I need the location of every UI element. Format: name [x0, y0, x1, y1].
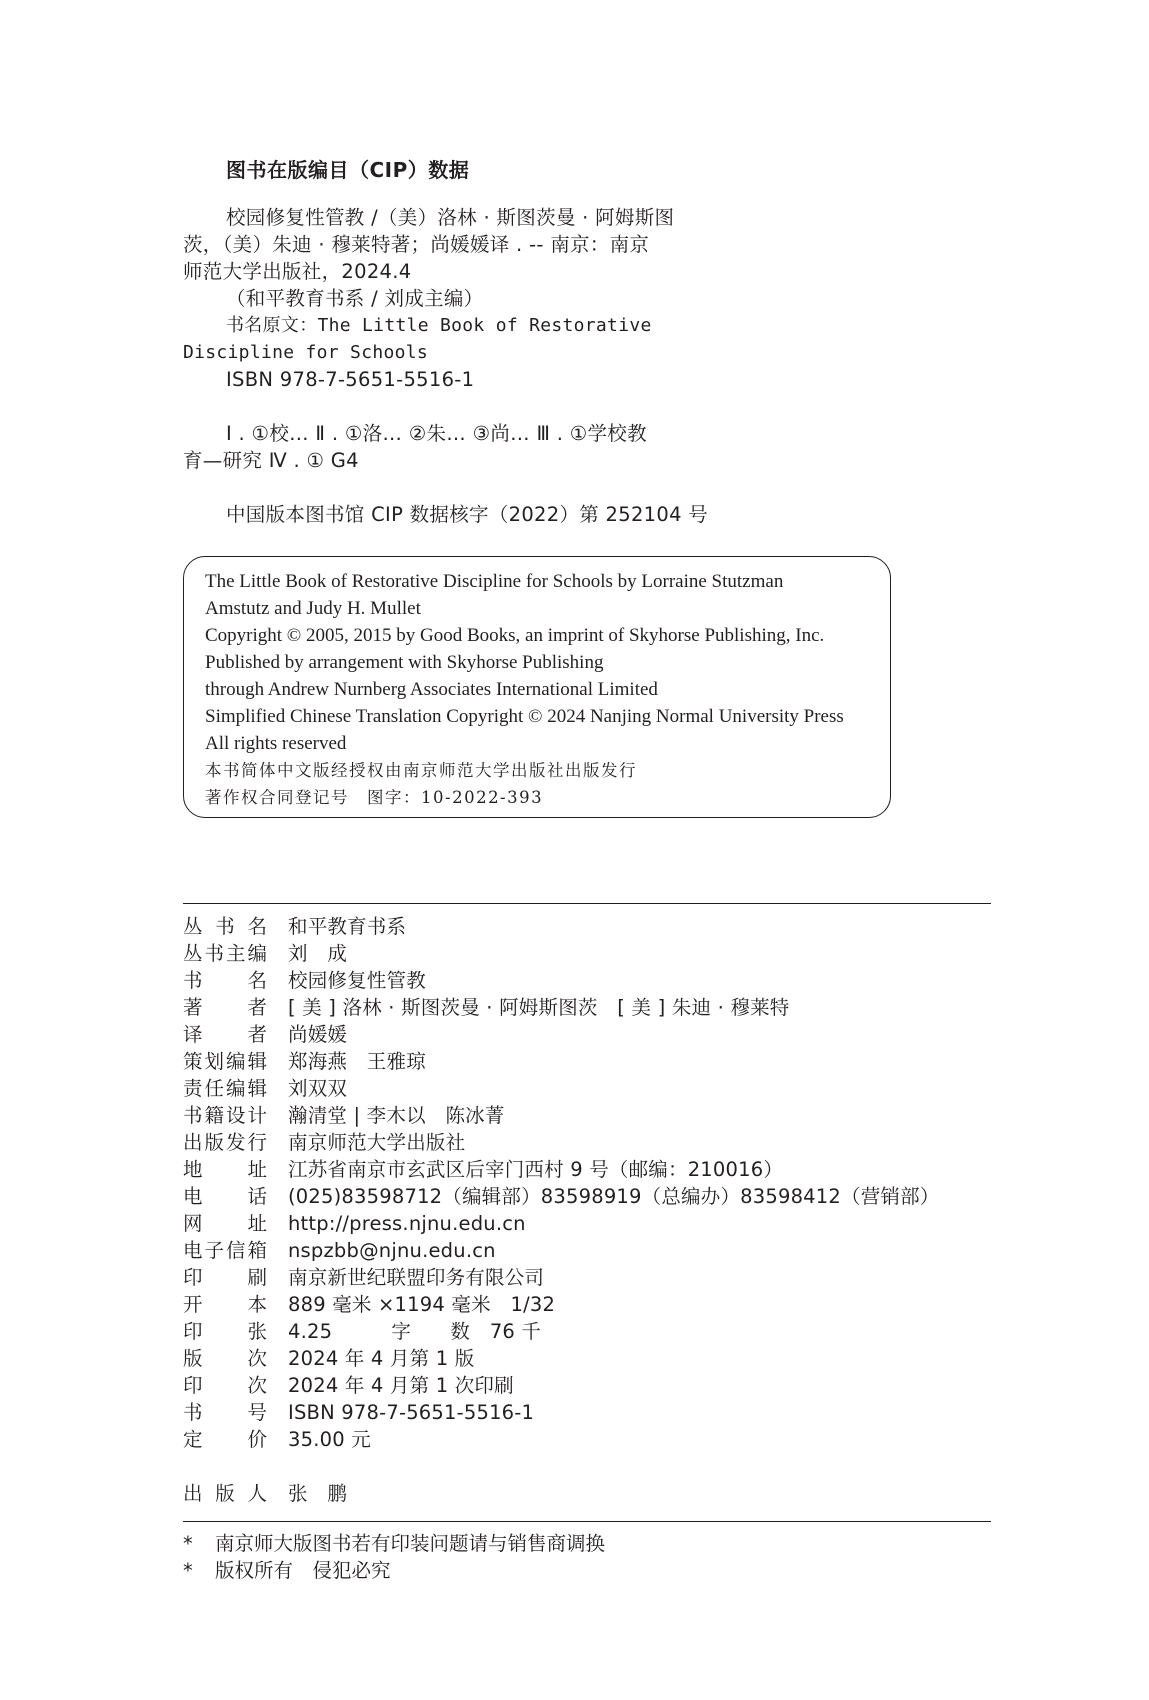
colophon-label: 书籍设计: [183, 1104, 267, 1127]
cip-classification-line: Ⅰ . ①校… Ⅱ . ①洛… ②朱… ③尚… Ⅲ . ①学校教: [226, 422, 647, 445]
copyright-line: through Andrew Nurnberg Associates International Limited: [205, 679, 658, 700]
footnote-mark: *: [183, 1532, 193, 1555]
colophon-label: 开本: [183, 1293, 267, 1316]
footnote-mark: *: [183, 1559, 193, 1582]
colophon-value: 江苏省南京市玄武区后宰门西村 9 号（邮编：210016）: [288, 1158, 784, 1181]
colophon-label: 书号: [183, 1401, 267, 1424]
colophon-label: 译者: [183, 1023, 267, 1046]
colophon-value: ISBN 978-7-5651-5516-1: [288, 1401, 535, 1424]
colophon-value: 瀚清堂 | 李木以 陈冰菁: [288, 1104, 505, 1127]
colophon-label: 责任编辑: [183, 1077, 267, 1100]
colophon-label: 丛书主编: [183, 942, 267, 965]
colophon-label: 地址: [183, 1158, 267, 1181]
colophon-value: 校园修复性管教: [288, 969, 426, 992]
colophon-value: 刘双双: [288, 1077, 348, 1100]
copyright-line: All rights reserved: [205, 733, 347, 754]
cip-publisher-line: 师范大学出版社，2024.4: [183, 260, 412, 283]
colophon-value: 2024 年 4 月第 1 次印刷: [288, 1374, 514, 1397]
footnote-text: 版权所有 侵犯必究: [215, 1559, 391, 1582]
cip-isbn-line: ISBN 978-7-5651-5516-1: [226, 368, 475, 391]
copyright-line: Published by arrangement with Skyhorse Publishing: [205, 652, 604, 673]
colophon-value: 郑海燕 王雅琼: [288, 1050, 426, 1073]
colophon-value: nspzbb@njnu.edu.cn: [288, 1239, 496, 1262]
colophon-value: http://press.njnu.edu.cn: [288, 1212, 526, 1235]
colophon-bottom-rule: [183, 1521, 991, 1522]
copyright-line: The Little Book of Restorative Discipline for Schools by Lorraine Stutzman: [205, 571, 784, 592]
copyright-authorization: 本书简体中文版经授权由南京师范大学出版社出版发行: [205, 761, 637, 780]
copyright-line: Copyright © 2005, 2015 by Good Books, an imprint of Skyhorse Publishing, Inc.: [205, 625, 825, 646]
colophon-value: 尚媛媛: [288, 1023, 348, 1046]
colophon-value: [ 美 ] 洛林 · 斯图茨曼 · 阿姆斯图茨 [ 美 ] 朱迪 · 穆莱特: [288, 996, 790, 1019]
colophon-label: 定价: [183, 1428, 267, 1451]
cip-series-line: （和平教育书系 / 刘成主编）: [226, 287, 484, 310]
colophon-value: 刘 成: [288, 942, 348, 965]
cip-classification-cont: 育—研究 Ⅳ . ① G4: [183, 449, 359, 472]
copyright-line: Amstutz and Judy H. Mullet: [205, 598, 421, 619]
cip-original-title-line: 书名原文：The Little Book of Restorative: [226, 315, 652, 336]
colophon-label: 丛书名: [183, 915, 267, 938]
colophon-label: 出版发行: [183, 1131, 267, 1154]
colophon-label: 电话: [183, 1185, 267, 1208]
colophon-label: 网址: [183, 1212, 267, 1235]
colophon-value: 35.00 元: [288, 1428, 371, 1451]
colophon-label: 书名: [183, 969, 267, 992]
cip-author-line: 茨，（美）朱迪 · 穆莱特著；尚媛媛译 . -- 南京：南京: [183, 233, 650, 256]
copyright-line: Simplified Chinese Translation Copyright © 2024 Nanjing Normal University Press: [205, 706, 844, 727]
colophon-label: 版次: [183, 1347, 267, 1370]
colophon-value: 南京新世纪联盟印务有限公司: [288, 1266, 545, 1289]
cip-heading: 图书在版编目（CIP）数据: [226, 158, 470, 182]
colophon-value: 和平教育书系: [288, 915, 407, 938]
cip-record-number: 中国版本图书馆 CIP 数据核字（2022）第 252104 号: [226, 503, 709, 526]
colophon-value-publisher: 张 鹏: [288, 1482, 348, 1505]
colophon-value: 南京师范大学出版社: [288, 1131, 466, 1154]
colophon-label: 电子信箱: [183, 1239, 267, 1262]
colophon-label-publisher: 出版人: [183, 1482, 267, 1505]
colophon-top-rule: [183, 903, 991, 904]
colophon-label: 印刷: [183, 1266, 267, 1289]
footnote-text: 南京师大版图书若有印装问题请与销售商调换: [215, 1532, 606, 1555]
copyright-box: [183, 556, 891, 818]
cip-title-line: 校园修复性管教 /（美）洛林 · 斯图茨曼 · 阿姆斯图: [226, 206, 675, 229]
colophon-value: 4.25 字 数 76 千: [288, 1320, 542, 1343]
colophon-label: 印次: [183, 1374, 267, 1397]
cip-original-title-cont: Discipline for Schools: [183, 342, 429, 363]
colophon-label: 著者: [183, 996, 267, 1019]
colophon-value: 889 毫米 ×1194 毫米 1/32: [288, 1293, 556, 1316]
colophon-value: (025)83598712（编辑部）83598919（总编办）83598412（营销部）: [288, 1185, 940, 1208]
copyright-registration: 著作权合同登记号 图字：10-2022-393: [205, 788, 544, 807]
colophon-label: 印张: [183, 1320, 267, 1343]
colophon-value: 2024 年 4 月第 1 版: [288, 1347, 475, 1370]
colophon-label: 策划编辑: [183, 1050, 267, 1073]
